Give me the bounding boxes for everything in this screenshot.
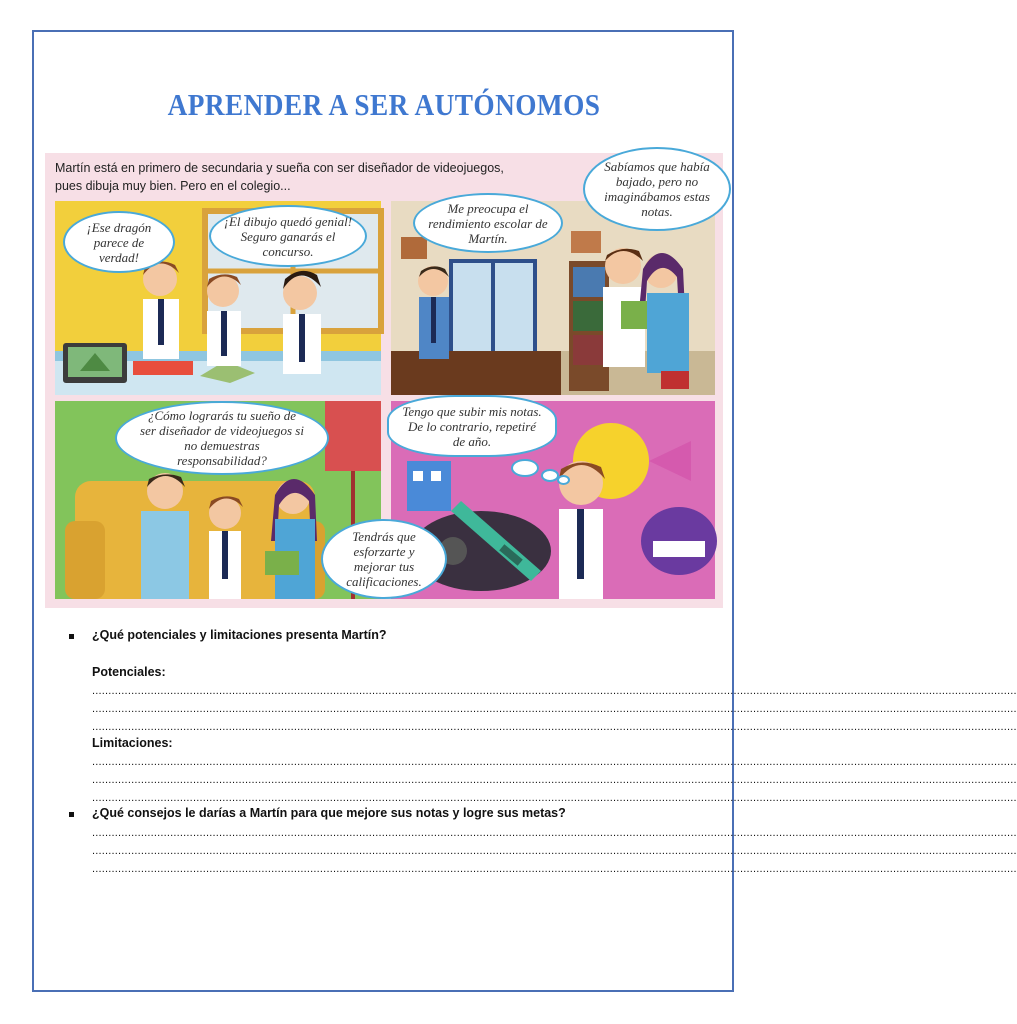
question-advice: ¿Qué consejos le darías a Martín para que mejore sus notas y logre sus metas?: [92, 806, 566, 820]
answer-line[interactable]: ............................................................................................................................................................................................................................................................................................: [92, 827, 1017, 839]
answer-line[interactable]: ............................................................................................................................................................................................................................................................................................: [92, 863, 1017, 875]
speech-bubble-drawing: ¡El dibujo quedó genial! Seguro ganarás el concurso.: [209, 205, 367, 267]
answer-line[interactable]: ............................................................................................................................................................................................................................................................................................: [92, 756, 1017, 768]
bullet-marker: [69, 634, 74, 639]
answer-line[interactable]: ............................................................................................................................................................................................................................................................................................: [92, 703, 1017, 715]
speech-bubble-dream: ¿Cómo lograrás tu sueño de ser diseñador de videojuegos si no demuestras responsabilidad?: [115, 401, 329, 475]
answer-line[interactable]: ............................................................................................................................................................................................................................................................................................: [92, 774, 1017, 786]
thought-bubble: Tengo que subir mis notas. De lo contrario, repetiré de año.: [387, 395, 557, 457]
limitations-label: Limitaciones:: [92, 736, 173, 750]
speech-bubble-dragon: ¡Ese dragón parece de verdad!: [63, 211, 175, 273]
answer-line[interactable]: ............................................................................................................................................................................................................................................................................................: [92, 845, 1017, 857]
answer-line[interactable]: ............................................................................................................................................................................................................................................................................................: [92, 685, 1017, 697]
speech-bubble-teacher: Me preocupa el rendimiento escolar de Martín.: [413, 193, 563, 253]
bullet-marker: [69, 812, 74, 817]
question-potentials-limitations: ¿Qué potenciales y limitaciones presenta Martín?: [92, 628, 387, 642]
potentials-label: Potenciales:: [92, 665, 166, 679]
answer-line[interactable]: ............................................................................................................................................................................................................................................................................................: [92, 721, 1017, 733]
thought-dot-large: [511, 459, 539, 477]
page-title: APRENDER A SER AUTÓNOMOS: [167, 87, 601, 122]
thought-dot-small: [557, 475, 570, 485]
speech-bubble-effort: Tendrás que esforzarte y mejorar tus calificaciones.: [321, 519, 447, 599]
answer-line[interactable]: ............................................................................................................................................................................................................................................................................................: [92, 792, 1017, 804]
comic-strip: [45, 153, 723, 608]
comic-panel-classroom: [55, 201, 381, 395]
comic-intro-text: Martín está en primero de secundaria y sueña con ser diseñador de videojuegos, pues dibuja muy bien. Pero en el colegio...: [55, 161, 504, 193]
speech-bubble-parents: Sabíamos que había bajado, pero no imaginábamos estas notas.: [583, 147, 731, 231]
